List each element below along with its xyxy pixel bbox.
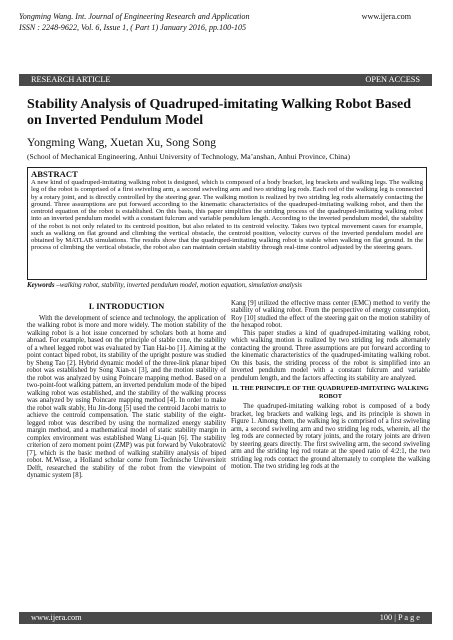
page-footer: [19, 612, 432, 624]
introduction-paragraph: With the development of science and technology, the application of the walking robot is more and more widely. The motion stability of the walking robot is a hot issue concerned by scholars both at home and abroad. For example, based on the principle of stable cone, the stability of a wheel legged robot was evaluated by Tian Hai-bo [1]. Aiming at the point contact biped robot, its stability of the upright posture was studied by Sheng Tao [2]. Hybrid dynamic model of the three-link planar biped robot was established by Song Xian-xi [3], and the motion stability of the robot was analyzed by using Poincare mapping method. Based on a two-point-foot walking pattern, an inverted pendulum mode of the biped walking robot was established, and the stability of the walking process was analyzed by using Poincare mapping method [4]. In order to make the robot walk stably, Hu Jin-dong [5] used the centroid Jacobi matrix to achieve the centroid compensation. The static stability of the eight-legged robot was described by using the normalized energy stability margin method, and a mathematical model of static stability margin in complex environment was established Wang Li-quan [6]. The stability criterion of zero moment point (ZMP) was put forward by Vukobratović [7], which is the basic method of walking stability analysis of biped robot. M.Wisse, a Holland scholar come from Technische Universiteit Delft, researched the stability of the robot from the viewpoint of dynamic system [8].: [27, 315, 226, 480]
section-heading-principle: II. THE PRINCIPLE OF THE QUADRUPED-IMITATING WALKING ROBOT: [232, 385, 429, 400]
issn-line: ISSN : 2248-9622, Vol. 6, Issue 1, ( Part 1) January 2016, pp.100-105: [19, 23, 247, 32]
keywords-label: Keywords: [27, 282, 55, 289]
right-column: [231, 300, 430, 608]
abstract-text: A new kind of quadruped-imitating walking robot is designed, which is composed of a body bracket, leg brackets and walking legs. The walking leg of the robot is comprised of a first swiveling arm, a second swiveling arm and two striding leg rods. Each rod of the walking leg is connected by a rotary joint, and is directly controlled by the steering gear. The walking motion is realized by two striding leg rods alternately contacting the ground. Three assumptions are put forward according to the kinematic characteristics of the quadruped-imitating walking robot, and then the centroid equation of the robot is established. On this basis, this paper simplifies the striding process of the quadruped-imitating walking robot into an inverted pendulum model with a constant fulcrum and variable pendulum length. According to the inverted pendulum model, the stability of the robot is not only related to its centroid position, but also related to its centroid velocity. Takes two typical movement cases for example, such as walking on flat ground and climbing the vertical obstacle, the centroid position, velocity curves of the inverted pendulum model are obtained by MATLAB simulations. The results show that the quadruped-imitating walking robot is stable when walking on flat ground. In the process of climbing the vertical obstacle, the robot also can maintain certain stability through real-time control adjusted by the steering gears.: [31, 179, 423, 252]
body-paragraph: This paper studies a kind of quadruped-imitating walking robot, which walking motion is realized by two striding leg rods alternately contacting the ground. Three assumptions are put forward according to the kinematic characteristics of the quadruped-imitating walking robot. On this basis, the striding process of the robot is simplified into an inverted pendulum model with a constant fulcrum and variable pendulum length, and the factors affecting its stability are analyzed.: [231, 329, 430, 382]
journal-citation: Yongming Wang. Int. Journal of Engineering Research and Application: [19, 12, 250, 21]
page-number: 100 | P a g e: [379, 613, 420, 622]
article-type-banner: [19, 74, 432, 86]
open-access-label: OPEN ACCESS: [365, 75, 420, 84]
section-heading-introduction: I. INTRODUCTION: [88, 301, 165, 311]
keywords-text: –walking robot, stability, inverted pendulum model, motion equation, simulation analysis: [54, 282, 302, 289]
keywords-line: [27, 282, 427, 289]
body-paragraph: The quadruped-imitating walking robot is composed of a body bracket, leg brackets and walking legs, and its principle is shown in Figure 1. Among them, the walking leg is comprised of a first swiveling arm, a second swiveling arm and two striding leg rods, wherein, all the leg rods are connected by rotary joints, and the rotary joints are driven by steering gears directly. The first swiveling arm, the second swiveling arm and the striding leg rod rotate at the speed ratio of 4:2:1, the two striding leg rods contact the ground alternately to complete the walking motion. The two striding leg rods at the: [231, 403, 430, 471]
abstract-heading: ABSTRACT: [31, 169, 78, 179]
body-paragraph: Kang [9] utilized the effective mass center (EMC) method to verify the stability of walking robot. From the perspective of energy consumption, Roy [10] studied the effect of the steering gait on the motion stability of the hexapod robot.: [231, 300, 430, 330]
footer-url[interactable]: www.ijera.com: [31, 613, 82, 622]
journal-url[interactable]: www.ijera.com: [361, 12, 411, 21]
paper-authors: Yongming Wang, Xuetan Xu, Song Song: [27, 137, 217, 149]
paper-title: Stability Analysis of Quadruped-imitating Walking Robot Based on Inverted Pendulum Model: [27, 97, 412, 128]
article-type-label: RESEARCH ARTICLE: [31, 75, 111, 84]
left-column: [27, 300, 226, 608]
running-header: [19, 12, 439, 21]
abstract-box: [27, 167, 427, 280]
author-affiliation: (School of Mechanical Engineering, Anhui University of Technology, Ma’anshan, Anhui Province, China): [27, 152, 350, 161]
